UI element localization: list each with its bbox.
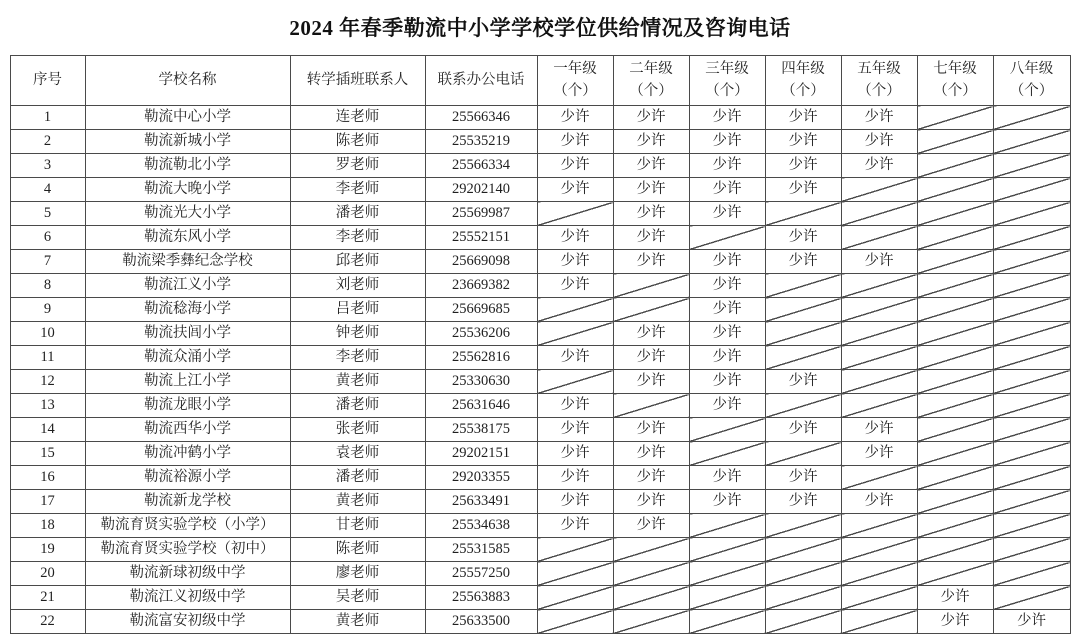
contact-person: 潘老师	[290, 466, 425, 490]
school-name: 勒流裕源小学	[85, 466, 290, 490]
row-number: 12	[10, 370, 85, 394]
grade-supply-value: 少许	[689, 130, 765, 154]
table-body	[10, 106, 1070, 634]
school-name: 勒流大晚小学	[85, 178, 290, 202]
column-header-3: 转学插班联系人	[290, 56, 425, 106]
school-name: 勒流冲鹤小学	[85, 442, 290, 466]
grade-supply-value: 少许	[613, 250, 689, 274]
row-number: 9	[10, 298, 85, 322]
diagonal-slash	[917, 226, 993, 250]
contact-person: 黄老师	[290, 370, 425, 394]
row-number: 15	[10, 442, 85, 466]
diagonal-slash	[917, 130, 993, 154]
grade-supply-value: 少许	[765, 466, 841, 490]
diagonal-slash	[993, 322, 1070, 346]
column-header-6: 二年级 （个）	[613, 56, 689, 106]
school-name: 勒流中心小学	[85, 106, 290, 130]
diagonal-slash	[917, 442, 993, 466]
diagonal-slash	[765, 442, 841, 466]
contact-person: 潘老师	[290, 394, 425, 418]
grade-supply-value: 少许	[537, 130, 613, 154]
diagonal-slash	[765, 394, 841, 418]
phone-number: 25566346	[425, 106, 537, 130]
grade-supply-value: 少许	[689, 154, 765, 178]
grade-supply-value: 少许	[537, 418, 613, 442]
school-name: 勒流众涌小学	[85, 346, 290, 370]
grade-supply-value: 少许	[689, 106, 765, 130]
grade-supply-value: 少许	[689, 274, 765, 298]
diagonal-slash	[841, 562, 917, 586]
diagonal-slash	[917, 418, 993, 442]
contact-person: 李老师	[290, 226, 425, 250]
grade-supply-value: 少许	[765, 154, 841, 178]
diagonal-slash	[993, 370, 1070, 394]
contact-person: 钟老师	[290, 322, 425, 346]
diagonal-slash	[917, 346, 993, 370]
grade-supply-value: 少许	[841, 442, 917, 466]
row-number: 11	[10, 346, 85, 370]
contact-person: 黄老师	[290, 610, 425, 634]
diagonal-slash	[841, 538, 917, 562]
diagonal-slash	[993, 514, 1070, 538]
diagonal-slash	[841, 370, 917, 394]
diagonal-slash	[537, 538, 613, 562]
grade-supply-value: 少许	[613, 226, 689, 250]
phone-number: 25566334	[425, 154, 537, 178]
phone-number: 25569987	[425, 202, 537, 226]
diagonal-slash	[917, 154, 993, 178]
column-header-10: 七年级 （个）	[917, 56, 993, 106]
school-name: 勒流育贤实验学校（小学）	[85, 514, 290, 538]
diagonal-slash	[993, 538, 1070, 562]
table-row	[10, 394, 1070, 418]
phone-number: 29203355	[425, 466, 537, 490]
diagonal-slash	[993, 274, 1070, 298]
row-number: 18	[10, 514, 85, 538]
diagonal-slash	[765, 346, 841, 370]
grade-supply-value: 少许	[537, 490, 613, 514]
grade-supply-value: 少许	[765, 178, 841, 202]
diagonal-slash	[765, 202, 841, 226]
grade-supply-value: 少许	[537, 154, 613, 178]
contact-person: 廖老师	[290, 562, 425, 586]
row-number: 14	[10, 418, 85, 442]
table-row	[10, 610, 1070, 634]
phone-number: 25562816	[425, 346, 537, 370]
diagonal-slash	[765, 514, 841, 538]
grade-supply-value: 少许	[537, 466, 613, 490]
grade-supply-value: 少许	[613, 322, 689, 346]
grade-supply-value: 少许	[689, 346, 765, 370]
diagonal-slash	[993, 106, 1070, 130]
diagonal-slash	[917, 514, 993, 538]
diagonal-slash	[841, 610, 917, 634]
contact-person: 黄老师	[290, 490, 425, 514]
grade-supply-value: 少许	[765, 370, 841, 394]
grade-supply-value: 少许	[613, 202, 689, 226]
grade-supply-value: 少许	[537, 106, 613, 130]
diagonal-slash	[537, 298, 613, 322]
diagonal-slash	[689, 562, 765, 586]
row-number: 7	[10, 250, 85, 274]
diagonal-slash	[537, 322, 613, 346]
diagonal-slash	[537, 562, 613, 586]
phone-number: 25557250	[425, 562, 537, 586]
school-name: 勒流东风小学	[85, 226, 290, 250]
school-name: 勒流新龙学校	[85, 490, 290, 514]
table-row	[10, 298, 1070, 322]
grade-supply-value: 少许	[841, 154, 917, 178]
contact-person: 袁老师	[290, 442, 425, 466]
table-row	[10, 202, 1070, 226]
grade-supply-value: 少许	[537, 178, 613, 202]
column-header-2: 学校名称	[85, 56, 290, 106]
row-number: 2	[10, 130, 85, 154]
grade-supply-value: 少许	[613, 418, 689, 442]
grade-supply-value: 少许	[841, 490, 917, 514]
diagonal-slash	[993, 346, 1070, 370]
diagonal-slash	[689, 226, 765, 250]
diagonal-slash	[917, 178, 993, 202]
diagonal-slash	[841, 346, 917, 370]
row-number: 17	[10, 490, 85, 514]
grade-supply-value: 少许	[537, 274, 613, 298]
diagonal-slash	[537, 202, 613, 226]
contact-person: 吴老师	[290, 586, 425, 610]
table-row	[10, 514, 1070, 538]
diagonal-slash	[917, 538, 993, 562]
grade-supply-value: 少许	[537, 442, 613, 466]
diagonal-slash	[917, 202, 993, 226]
phone-number: 25563883	[425, 586, 537, 610]
contact-person: 罗老师	[290, 154, 425, 178]
diagonal-slash	[765, 586, 841, 610]
diagonal-slash	[917, 106, 993, 130]
diagonal-slash	[841, 202, 917, 226]
grade-supply-value: 少许	[613, 370, 689, 394]
diagonal-slash	[613, 586, 689, 610]
diagonal-slash	[917, 370, 993, 394]
school-name: 勒流富安初级中学	[85, 610, 290, 634]
contact-person: 吕老师	[290, 298, 425, 322]
grade-supply-value: 少许	[765, 130, 841, 154]
phone-number: 23669382	[425, 274, 537, 298]
table-row	[10, 538, 1070, 562]
grade-supply-value: 少许	[613, 514, 689, 538]
phone-number: 25534638	[425, 514, 537, 538]
diagonal-slash	[765, 298, 841, 322]
row-number: 19	[10, 538, 85, 562]
grade-supply-value: 少许	[841, 130, 917, 154]
contact-person: 李老师	[290, 178, 425, 202]
diagonal-slash	[689, 418, 765, 442]
table-row	[10, 178, 1070, 202]
school-name: 勒流扶闾小学	[85, 322, 290, 346]
phone-number: 25535219	[425, 130, 537, 154]
diagonal-slash	[689, 586, 765, 610]
diagonal-slash	[841, 514, 917, 538]
table-row	[10, 226, 1070, 250]
diagonal-slash	[765, 610, 841, 634]
diagonal-slash	[917, 298, 993, 322]
diagonal-slash	[613, 538, 689, 562]
phone-number: 29202151	[425, 442, 537, 466]
diagonal-slash	[613, 562, 689, 586]
diagonal-slash	[841, 178, 917, 202]
row-number: 13	[10, 394, 85, 418]
diagonal-slash	[917, 466, 993, 490]
school-name: 勒流江义小学	[85, 274, 290, 298]
grade-supply-value: 少许	[841, 250, 917, 274]
grade-supply-value: 少许	[537, 346, 613, 370]
table-row	[10, 586, 1070, 610]
contact-person: 陈老师	[290, 538, 425, 562]
grade-supply-value: 少许	[841, 418, 917, 442]
diagonal-slash	[613, 394, 689, 418]
grade-supply-value: 少许	[689, 250, 765, 274]
diagonal-slash	[993, 394, 1070, 418]
column-header-9: 五年级 （个）	[841, 56, 917, 106]
row-number: 6	[10, 226, 85, 250]
contact-person: 潘老师	[290, 202, 425, 226]
diagonal-slash	[841, 322, 917, 346]
table-row	[10, 562, 1070, 586]
table-row	[10, 250, 1070, 274]
table-header	[10, 56, 1070, 106]
table-row	[10, 370, 1070, 394]
contact-person: 李老师	[290, 346, 425, 370]
grade-supply-value: 少许	[765, 250, 841, 274]
contact-person: 连老师	[290, 106, 425, 130]
table-row	[10, 490, 1070, 514]
diagonal-slash	[993, 250, 1070, 274]
diagonal-slash	[765, 274, 841, 298]
diagonal-slash	[841, 274, 917, 298]
table-row	[10, 106, 1070, 130]
diagonal-slash	[917, 322, 993, 346]
contact-person: 刘老师	[290, 274, 425, 298]
grade-supply-value: 少许	[613, 346, 689, 370]
grade-supply-value: 少许	[537, 394, 613, 418]
school-name: 勒流上江小学	[85, 370, 290, 394]
column-header-8: 四年级 （个）	[765, 56, 841, 106]
school-name: 勒流勒北小学	[85, 154, 290, 178]
diagonal-slash	[993, 490, 1070, 514]
table-row	[10, 418, 1070, 442]
header-row	[10, 56, 1070, 106]
grade-supply-value: 少许	[613, 154, 689, 178]
grade-supply-value: 少许	[689, 370, 765, 394]
phone-number: 25633500	[425, 610, 537, 634]
grade-supply-value: 少许	[613, 178, 689, 202]
diagonal-slash	[993, 442, 1070, 466]
row-number: 8	[10, 274, 85, 298]
grade-supply-value: 少许	[765, 226, 841, 250]
diagonal-slash	[841, 586, 917, 610]
table-row	[10, 466, 1070, 490]
diagonal-slash	[765, 562, 841, 586]
row-number: 5	[10, 202, 85, 226]
diagonal-slash	[613, 610, 689, 634]
grade-supply-value: 少许	[993, 610, 1070, 634]
diagonal-slash	[993, 202, 1070, 226]
phone-number: 25669098	[425, 250, 537, 274]
grade-supply-value: 少许	[689, 322, 765, 346]
diagonal-slash	[917, 394, 993, 418]
diagonal-slash	[689, 442, 765, 466]
school-supply-table	[10, 55, 1071, 634]
school-name: 勒流江义初级中学	[85, 586, 290, 610]
column-header-1: 序号	[10, 56, 85, 106]
column-header-11: 八年级 （个）	[993, 56, 1070, 106]
row-number: 22	[10, 610, 85, 634]
column-header-4: 联系办公电话	[425, 56, 537, 106]
diagonal-slash	[917, 274, 993, 298]
diagonal-slash	[613, 274, 689, 298]
grade-supply-value: 少许	[689, 202, 765, 226]
table-row	[10, 346, 1070, 370]
diagonal-slash	[993, 562, 1070, 586]
diagonal-slash	[689, 538, 765, 562]
table-row	[10, 442, 1070, 466]
phone-number: 25538175	[425, 418, 537, 442]
diagonal-slash	[613, 298, 689, 322]
phone-number: 25552151	[425, 226, 537, 250]
grade-supply-value: 少许	[613, 466, 689, 490]
contact-person: 张老师	[290, 418, 425, 442]
grade-supply-value: 少许	[765, 106, 841, 130]
diagonal-slash	[993, 298, 1070, 322]
diagonal-slash	[841, 298, 917, 322]
school-name: 勒流稔海小学	[85, 298, 290, 322]
grade-supply-value: 少许	[689, 490, 765, 514]
school-name: 勒流梁季彝纪念学校	[85, 250, 290, 274]
grade-supply-value: 少许	[765, 418, 841, 442]
contact-person: 邱老师	[290, 250, 425, 274]
diagonal-slash	[993, 418, 1070, 442]
row-number: 4	[10, 178, 85, 202]
diagonal-slash	[993, 130, 1070, 154]
grade-supply-value: 少许	[613, 490, 689, 514]
diagonal-slash	[765, 538, 841, 562]
diagonal-slash	[841, 394, 917, 418]
diagonal-slash	[993, 466, 1070, 490]
row-number: 10	[10, 322, 85, 346]
grade-supply-value: 少许	[613, 130, 689, 154]
grade-supply-value: 少许	[689, 298, 765, 322]
page-title: 2024 年春季勒流中小学学校学位供给情况及咨询电话	[289, 16, 791, 40]
grade-supply-value: 少许	[613, 106, 689, 130]
diagonal-slash	[917, 490, 993, 514]
diagonal-slash	[537, 586, 613, 610]
grade-supply-value: 少许	[537, 514, 613, 538]
grade-supply-value: 少许	[841, 106, 917, 130]
grade-supply-value: 少许	[689, 178, 765, 202]
row-number: 20	[10, 562, 85, 586]
diagonal-slash	[993, 586, 1070, 610]
phone-number: 25633491	[425, 490, 537, 514]
phone-number: 25531585	[425, 538, 537, 562]
school-name: 勒流育贤实验学校（初中）	[85, 538, 290, 562]
diagonal-slash	[765, 322, 841, 346]
grade-supply-value: 少许	[537, 250, 613, 274]
school-name: 勒流光大小学	[85, 202, 290, 226]
contact-person: 甘老师	[290, 514, 425, 538]
phone-number: 29202140	[425, 178, 537, 202]
grade-supply-value: 少许	[537, 226, 613, 250]
row-number: 1	[10, 106, 85, 130]
phone-number: 25330630	[425, 370, 537, 394]
school-name: 勒流龙眼小学	[85, 394, 290, 418]
grade-supply-value: 少许	[613, 442, 689, 466]
table-row	[10, 154, 1070, 178]
contact-person: 陈老师	[290, 130, 425, 154]
diagonal-slash	[993, 226, 1070, 250]
diagonal-slash	[841, 466, 917, 490]
phone-number: 25536206	[425, 322, 537, 346]
row-number: 16	[10, 466, 85, 490]
diagonal-slash	[917, 250, 993, 274]
school-name: 勒流新球初级中学	[85, 562, 290, 586]
phone-number: 25631646	[425, 394, 537, 418]
column-header-5: 一年级 （个）	[537, 56, 613, 106]
table-row	[10, 130, 1070, 154]
table-row	[10, 322, 1070, 346]
diagonal-slash	[537, 610, 613, 634]
diagonal-slash	[689, 610, 765, 634]
school-name: 勒流西华小学	[85, 418, 290, 442]
diagonal-slash	[689, 514, 765, 538]
phone-number: 25669685	[425, 298, 537, 322]
diagonal-slash	[841, 226, 917, 250]
diagonal-slash	[917, 562, 993, 586]
grade-supply-value: 少许	[689, 466, 765, 490]
column-header-7: 三年级 （个）	[689, 56, 765, 106]
diagonal-slash	[537, 370, 613, 394]
grade-supply-value: 少许	[917, 610, 993, 634]
table-row	[10, 274, 1070, 298]
grade-supply-value: 少许	[765, 490, 841, 514]
diagonal-slash	[993, 178, 1070, 202]
row-number: 3	[10, 154, 85, 178]
grade-supply-value: 少许	[689, 394, 765, 418]
row-number: 21	[10, 586, 85, 610]
school-name: 勒流新城小学	[85, 130, 290, 154]
diagonal-slash	[993, 154, 1070, 178]
grade-supply-value: 少许	[917, 586, 993, 610]
